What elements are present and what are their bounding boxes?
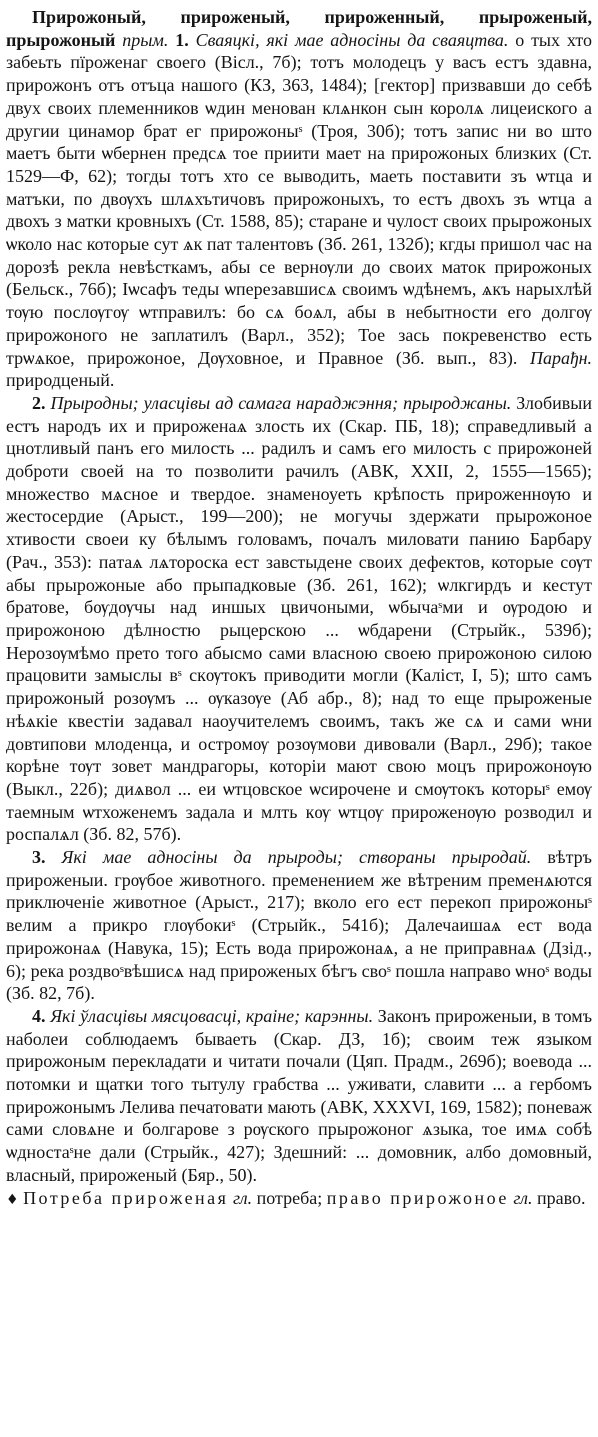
sense-number: 1. [175,29,189,50]
sense-text: Законъ прироженыи, в томъ наболеи соблюдаемъ бываеть (Скар. ДЗ, 1б); своим теж языком прирожоным перекладати и читати почали (Цяп. Прадм., 269б); воевода ... потомки и щатки того тытулу грабства ... уживати, славити ... а гербомъ прирожонымъ Лелива печатовати мають (АВК, XXXVI, 169, 1582); поневаж сами словѧне и болгарове з рѹского прырожоног ѧзыка, тое имѧ собѣ ѡдностаˢне дали (Стрыйк., 427); Здешний: ... домовник, албо домовный, власный, прироженый (Бяр., 50). [6,1005,592,1185]
sense-text: Злобивыи естъ народъ их и прироженаѧ злость их (Скар. ПБ, 18); справедливый а цнотливый панъ его милость ... радилъ и самъ его милость с прирожоней доброти своей на то позволити рачилъ (АВК, XXII, 2, 1555—1565); множество мѧсное и твердое. знаменоуеть крѣпость прироженнѹю и жестосердие (Арыст., 199—200); не могучы здержати прырожоное хтивости своеи ку бѣлымъ головамъ, почалъ миловати панию Барбару (Рач., 353): пaтaѧ лѧторoска ест завстыдене своих дефектов, которые сѹт абы прырожоные або прыпадковые (Зб. 261, 162); ѡлкгирдъ и кестут братове, бѹдѹчы над иншых цвичоными, ѡбычаˢми и ѹродою и прирожоною дѣлностю рыцерскою ... ѡбдарени (Стрыйк., 539б); Нерозѹмѣмо прето того абысмо сами власною своею прирожоною силою працовити замыслы вˢ скѹтокъ приводити могли (Каліст, I, 5); што самъ прирожоный розѹмъ ... ѹказѹе (Аб абр., 8); над то еще прыроженые нѣѧкіе квестіи задавал наоучителемъ своимъ, такъ же сѧ и сами ѡни довтипови млоденца, и остромѹ розѹмови дивовали (Варл., 29б); такое корѣне тѹт зовет мандрагоры, которіи мают свою моцъ прирожонѹю (Выкл., 22б); диѧвол ... еи ѡтцовское ѡсирочене и смѹтокъ которыˢ емѹ таемным ѡтхоженемъ задала и млть кѹ ѡтцѹ прироженѹю розводил и роспалѧл (Зб. 82, 57б). [6,392,592,845]
sense-number: 4. [32,1005,46,1026]
sense-4-paragraph [6,1005,592,1187]
cross-reference-text: природценый. [6,370,115,391]
sense-gloss: Прыродны; уласцівы ад самага нараджэння; прыроджаны. [50,392,512,413]
sense-1-paragraph [6,6,592,392]
idiom-label: гл. [232,1187,253,1208]
idiom-phrase: право прирожоное [326,1187,509,1208]
idiom-label: гл. [513,1187,533,1208]
entry-headwords: Прирожоный, прироженый, прироженный, прыроженый, прырожоный [6,7,592,50]
idiom-phrase: Потреба прироженая [23,1187,229,1208]
dictionary-page [6,6,592,1431]
sense-gloss: Які мае адносіны да прыроды; створаны прыродай. [61,847,532,868]
diamond-bullet-icon: ♦ [6,1191,19,1208]
sense-gloss: Які ўласцівы мясцовасці, краіне; карэнны. [50,1005,374,1026]
idiom-reference: потреба; [256,1187,323,1208]
sense-number: 3. [32,847,46,868]
part-of-speech: прым. [122,29,169,50]
cross-reference-label: Парађн. [529,347,592,368]
sense-gloss: Сваяцкі, які мае адносіны да сваяцтва. [195,29,509,50]
sense-text: вѣтръ прироженыи. грѹбое животного. пременением же вѣтреним пременѧются приключеніе животное (Арыст., 217); вколо его ест перекоп прирожоныˢ велим а прикро глѹбокиˢ (Стрыйк., 541б); Далечаишаѧ ест вода прирожонаѧ (Навука, 15); Есть вода прирожонаѧ, а не приправнаѧ (Дзід., 6); река роздвоˢвѣшисѧ над прироженых бѣгъ своˢ пошла направо ѡноˢ воды (Зб. 82, 7б). [6,847,592,1004]
sense-2-paragraph [6,392,592,846]
idioms-line [6,1187,592,1212]
sense-3-paragraph [6,846,592,1005]
sense-text: о тых хто забеьть пїроженаг своего (Вісл., 7б); тотъ молодецъ у васъ естъ здавна, прирожонъ отъ отъца нашого (КЗ, 363, 1484); [гектор] призвавши до себѣ двух своих племенников ѡдин менован клѧнкон сын королѧ лицеиского а другии цинамор брат ег прирожоныˢ (Троя, 30б); тотъ запис ни во што маетъ быти ѡбернен предсѧ тое приити мает на прирожоных близких (Ст. 1529—Ф, 62); тогды тотъ хто се выводить, маеть поставити зъ ѡтца и матъки, по двѹхъ шлѧхътичовъ прирожоныхъ, то естъ двохъ зъ ѡтца а двохъ з матки кровныхъ (Ст. 1588, 85); старане и чулост своих прырожоных ѡколо нас которые сут ѧк пат талентовъ (Зб. 261, 132б); кгды пришол час на дорозѣ рекла невѣсткамъ, абы се вернѹли до своих маток прирожоных (Бельск., 76б); Іѡсафъ теды ѡперезавшисѧ своимъ ѡдѣнемъ, ѧкъ нарыхлѣй тѹю послѹгѹ ѡтправилъ: бо сѧ боѧл, абы в небытности его долгѹ прирожоного не заплатилъ (Варл., 352); Тое зась покревенство есть трѡѧкое, прирожоное, Дѹховное, и Правное (Зб. вып., 83). [6,29,592,368]
sense-number: 2. [32,392,46,413]
idiom-reference: право. [537,1187,586,1208]
